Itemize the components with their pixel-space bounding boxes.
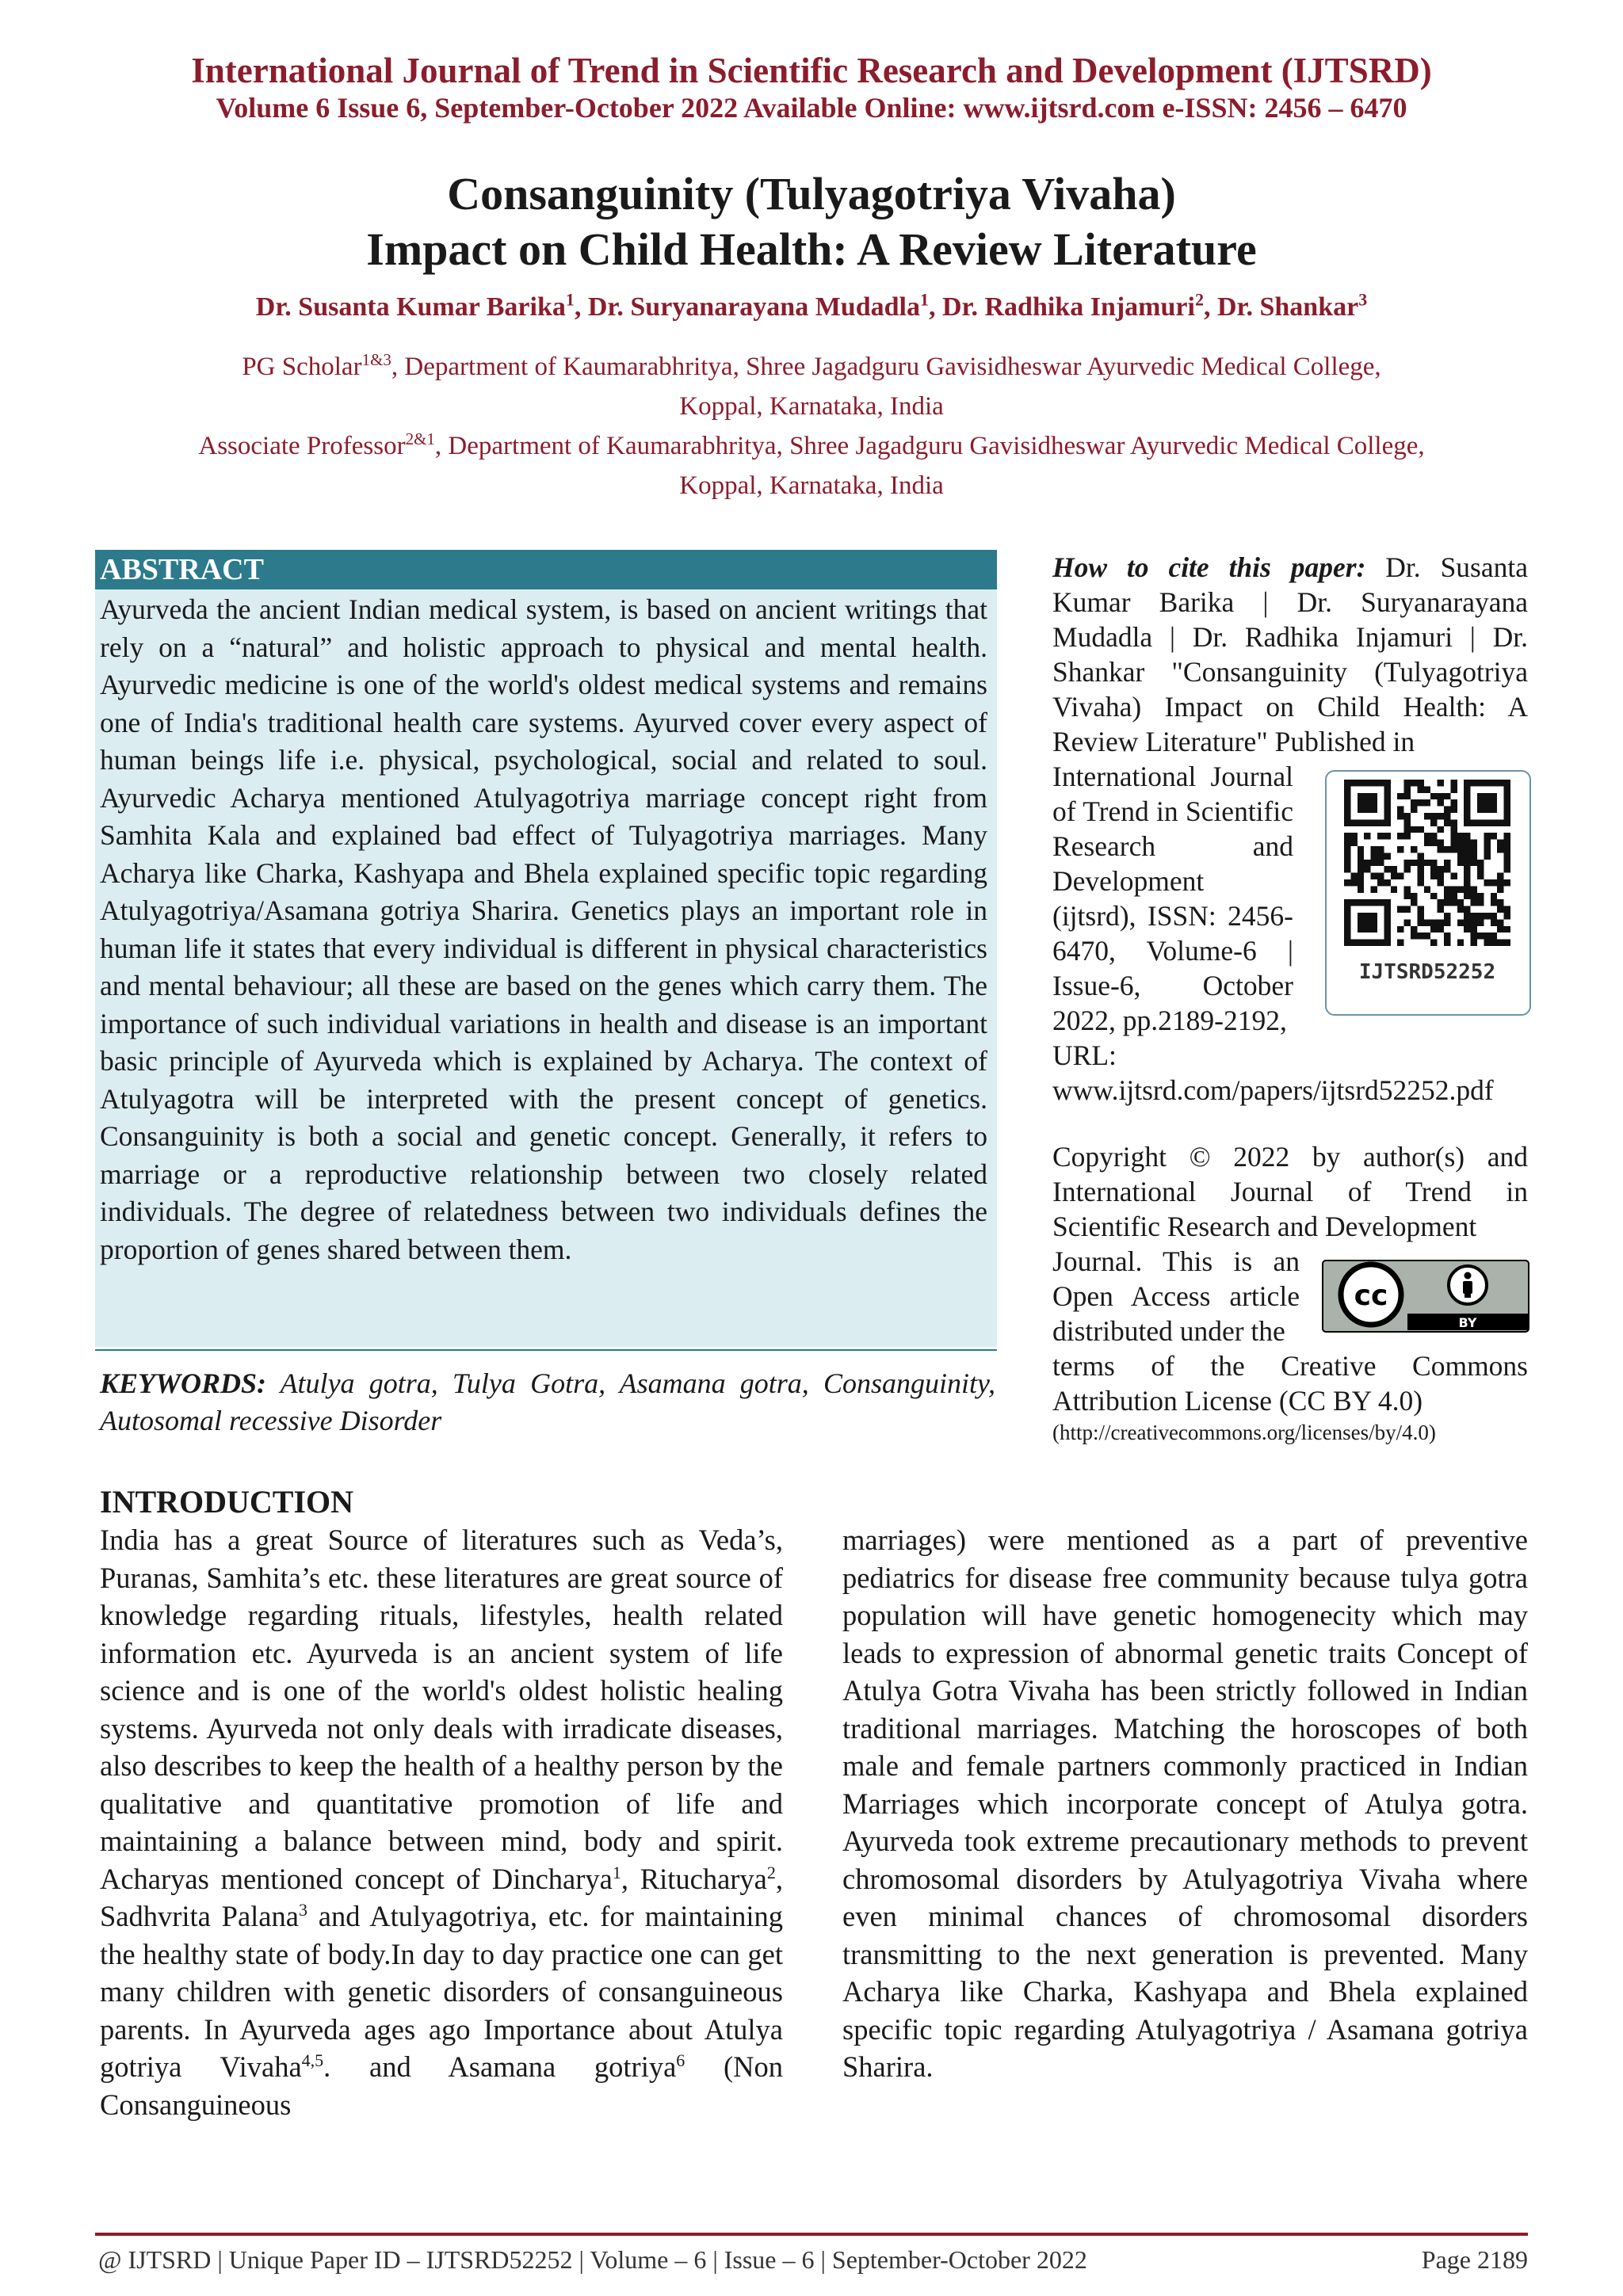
affiliation-text: , Department of Kaumarabhritya, Shree Jagadguru Gavisidheswar Ayurvedic Medical College, [434, 432, 1425, 460]
paper-title-line-2: Impact on Child Health: A Review Literature [366, 223, 1257, 275]
introduction-left-column [100, 1521, 783, 2123]
copyright-license-text: terms of the Creative Commons Attribution License (CC BY 4.0) [1052, 1350, 1528, 1417]
intro-text: and Atulyagotriya, etc. for maintaining the healthy state of body.In day to day practice one can get many children with genetic disorders of consanguineous parents. In Ayurveda ages ago Importance about Atulya gotriya Vivaha [100, 1900, 783, 2083]
citation-url: URL: www.ijtsrd.com/papers/ijtsrd52252.pdf [1052, 1039, 1494, 1106]
citation-journal-details: International Journal of Trend in Scientific Research and Development (ijtsrd), ISSN: 2456-6470, Volume-6 | Issue-6, October 2022, pp.2189-2192, [1052, 761, 1293, 1036]
author-affiliation-mark: 1 [919, 289, 929, 310]
author-name: Dr. Susanta Kumar Barika [255, 292, 566, 322]
footnote-ref: 4,5 [301, 2050, 324, 2070]
footnote-ref: 3 [298, 1899, 307, 1920]
keywords [100, 1365, 995, 1440]
author-separator: , [1203, 292, 1217, 322]
journal-issue-line: Volume 6 Issue 6, September-October 2022 Available Online: www.ijtsrd.com e-ISSN: 2456 – 6470 [216, 92, 1407, 124]
footer-divider [95, 2233, 1528, 2236]
paper-id-label: IJTSRD52252 [1358, 960, 1496, 984]
author-name: Dr. Suryanarayana Mudadla [587, 292, 920, 322]
author-affiliation-mark: 3 [1358, 289, 1368, 310]
intro-text: (Non Consanguineous [100, 2050, 784, 2121]
affiliation-role: PG Scholar [242, 353, 362, 381]
citation-label: How to cite this paper: [1052, 551, 1366, 583]
affiliation-1 [79, 347, 1544, 426]
affiliation-2 [79, 426, 1544, 505]
keywords-text: Atulya gotra, Tulya Gotra, Asamana gotra, Consanguinity, Autosomal recessive Disorder [100, 1367, 995, 1436]
license-url: (http://creativecommons.org/licenses/by/4.0) [1052, 1421, 1436, 1444]
abstract-divider [95, 1349, 997, 1351]
author-affiliation-mark: 2 [1194, 289, 1204, 310]
cc-by-license-icon [1322, 1260, 1529, 1333]
footnote-ref: 2 [766, 1862, 776, 1882]
intro-text: , Sadhvrita Palana [100, 1862, 784, 1932]
abstract-heading: ABSTRACT [100, 553, 264, 586]
intro-text: . and Asamana gotriya [323, 2050, 677, 2083]
affiliation-place: Koppal, Karnataka, India [679, 471, 944, 500]
author-affiliation-mark: 1 [565, 289, 575, 310]
copyright-text: Copyright © 2022 by author(s) and International Journal of Trend in Scientific Research and Development [1052, 1141, 1528, 1242]
introduction-right-column: marriages) were mentioned as a part of preventive pediatrics for disease free community because tulya gotra population will have genetic homogenecity which may leads to expression of abnormal genetic traits Concept of Atulya Gotra Vivaha has been strictly followed in Indian traditional marriages. Matching the horoscopes of both male and female partners commonly practiced in Indian Marriages which incorporate concept of Atulya gotra. Ayurveda took extreme precautionary methods to prevent chromosomal disorders by Atulyagotriya Vivaha where even minimal chances of chromosomal disorders transmitting to the next generation is prevented. Many Acharya like Charka, Kashyapa and Bhela explained specific topic regarding Atulyagotriya / Asamana gotriya Sharira. [842, 1524, 1528, 2083]
svg-text:BY: BY [1458, 1315, 1477, 1330]
affiliation-mark: 2&1 [405, 429, 435, 448]
keywords-label: KEYWORDS: [100, 1367, 267, 1399]
footnote-ref: 1 [612, 1862, 621, 1882]
qr-code-icon [1344, 780, 1510, 946]
journal-title: International Journal of Trend in Scientific Research and Development (IJTSRD) [191, 51, 1432, 90]
affiliation-role: Associate Professor [198, 432, 406, 460]
author-separator: , [574, 292, 588, 322]
citation-text: Dr. Susanta Kumar Barika | Dr. Suryanarayana Mudadla | Dr. Radhika Injamuri | Dr. Shankar "Consanguinity (Tulyagotriya Vivaha) Impact on Child Health: A Review Literature" Published in [1052, 551, 1529, 757]
affiliation-text: , Department of Kaumarabhritya, Shree Jagadguru Gavisidheswar Ayurvedic Medical College, [391, 353, 1381, 381]
footer-page-number: Page 2189 [1421, 2245, 1528, 2274]
copyright-open-access-text: Journal. This is an Open Access article distributed under the [1052, 1245, 1300, 1347]
svg-text:cc: cc [1354, 1280, 1388, 1312]
paper-title [0, 166, 1623, 277]
citation-block [1052, 550, 1528, 759]
author-list [0, 290, 1623, 325]
author-separator: , [928, 292, 942, 322]
footnote-ref: 6 [676, 2050, 685, 2070]
author-name: Dr. Shankar [1216, 292, 1359, 322]
intro-text: India has a great Source of literatures such as Veda’s, Puranas, Samhita’s etc. these literatures are great source of knowledge regarding rituals, lifestyles, health related information etc. Ayurveda is an ancient system of life science and is one of the world's oldest holistic healing systems. Ayurveda not only deals with irradicate diseases, also describes to keep the health of a healthy person by the qualitative and quantitative promotion of life and maintaining a balance between mind, body and spirit. Acharyas mentioned concept of Dincharya [100, 1524, 783, 1895]
affiliation-place: Koppal, Karnataka, India [679, 392, 944, 421]
abstract-text: Ayurveda the ancient Indian medical system, is based on ancient writings that rely on a “natural” and holistic approach to physical and mental health. Ayurvedic medicine is one of the world's oldest medical systems and remains one of India's traditional health care systems. Ayurved cover every aspect of human beings life i.e. physical, psychological, social and related to soul. Ayurvedic Acharya mentioned Atulyagotriya marriage concept right from Samhita Kala and explained bad effect of Tulyagotriya marriages. Many Acharya like Charka, Kashyapa and Bhela explained specific topic regarding Atulyagotriya/Asamana gotriya Sharira. Genetics plays an important role in human life it states that every individual is different in physical characteristics and mental behaviour; all these are based on the genes which carry them. The importance of such individual variations in health and disease is an important basic principle of Ayurveda which is explained by Acharya. The context of Atulyagotra will be interpreted with the present concept of genetics. Consanguinity is both a social and genetic concept. Generally, it refers to marriage or a reproductive relationship between two closely related individuals. The degree of relatedness between two individuals defines the proportion of genes shared between them. [100, 593, 987, 1265]
paper-title-line-1: Consanguinity (Tulyagotriya Vivaha) [447, 168, 1176, 219]
introduction-heading: INTRODUCTION [100, 1484, 354, 1520]
intro-text: , Ritucharya [621, 1862, 767, 1895]
footer-paper-info: @ IJTSRD | Unique Paper ID – IJTSRD52252 | Volume – 6 | Issue – 6 | September-October 2022 [98, 2245, 1087, 2274]
author-name: Dr. Radhika Injamuri [941, 292, 1195, 322]
affiliation-mark: 1&3 [361, 350, 391, 369]
